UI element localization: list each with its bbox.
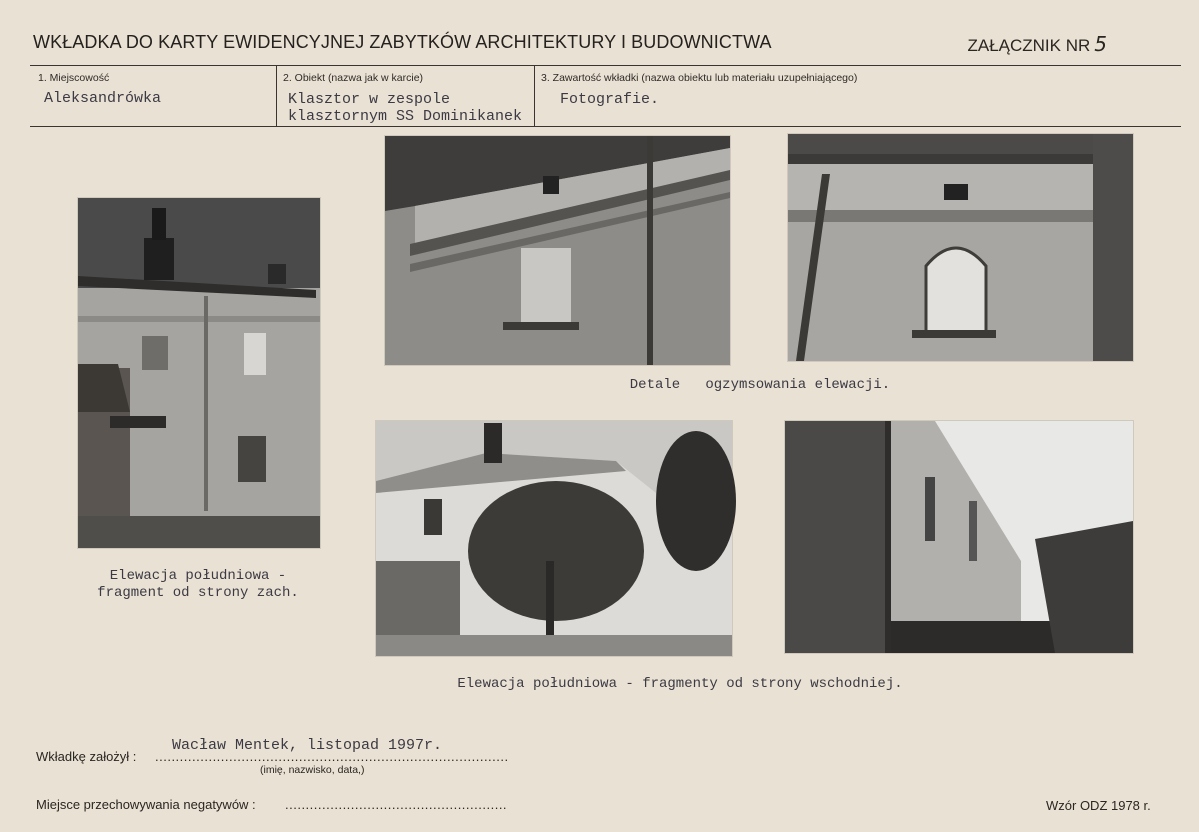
template-note: Wzór ODZ 1978 r. (1046, 798, 1151, 813)
negatives-label: Miejsce przechowywania negatywów : (36, 797, 256, 812)
caption-east: Elewacja południowa - fragmenty od strony wschodniej. (457, 676, 903, 692)
contents-value: Fotografie. (560, 91, 660, 108)
author-label: Wkładkę założył : (36, 749, 137, 764)
caption-details: Detale ogzymsowania elewacji. (629, 377, 891, 393)
photo-cornice-detail-1 (384, 135, 731, 366)
form-title: WKŁADKA DO KARTY EWIDENCYJNEJ ZABYTKÓW ARCHITEKTURY I BUDOWNICTWA (33, 32, 772, 52)
locality-value: Aleksandrówka (44, 90, 162, 107)
object-value-line1: Klasztor w zespole (288, 91, 451, 108)
locality-label: 1. Miejscowość (38, 72, 110, 84)
photo-east-fragment-corner (784, 420, 1134, 654)
annex-number: 5 (1094, 32, 1107, 56)
caption-photo1-line2: fragment od strony zach. (97, 585, 299, 601)
photo-east-fragment-tree (375, 420, 733, 657)
contents-label: 3. Zawartość wkładki (nazwa obiektu lub materiału uzupełniającego) (541, 72, 858, 84)
negatives-dots: ...................................................... (285, 797, 508, 812)
caption-photo1-line1: Elewacja południowa - (109, 568, 287, 584)
table-bottom-rule (30, 126, 1181, 127)
table-top-rule (30, 65, 1181, 66)
author-dots: ...................................................................................... (155, 749, 509, 764)
photo-south-elevation-west (77, 197, 321, 549)
annex-label-text: ZAŁĄCZNIK NR (967, 36, 1091, 55)
object-label: 2. Obiekt (nazwa jak w karcie) (283, 72, 424, 84)
annex-label (967, 32, 1107, 56)
photo-cornice-detail-2 (787, 133, 1134, 362)
table-divider-1 (276, 65, 277, 127)
author-value: Wacław Mentek, listopad 1997r. (172, 737, 443, 754)
table-divider-2 (534, 65, 535, 127)
object-value-line2: klasztornym SS Dominikanek (288, 108, 523, 125)
author-hint: (imię, nazwisko, data,) (260, 764, 365, 776)
